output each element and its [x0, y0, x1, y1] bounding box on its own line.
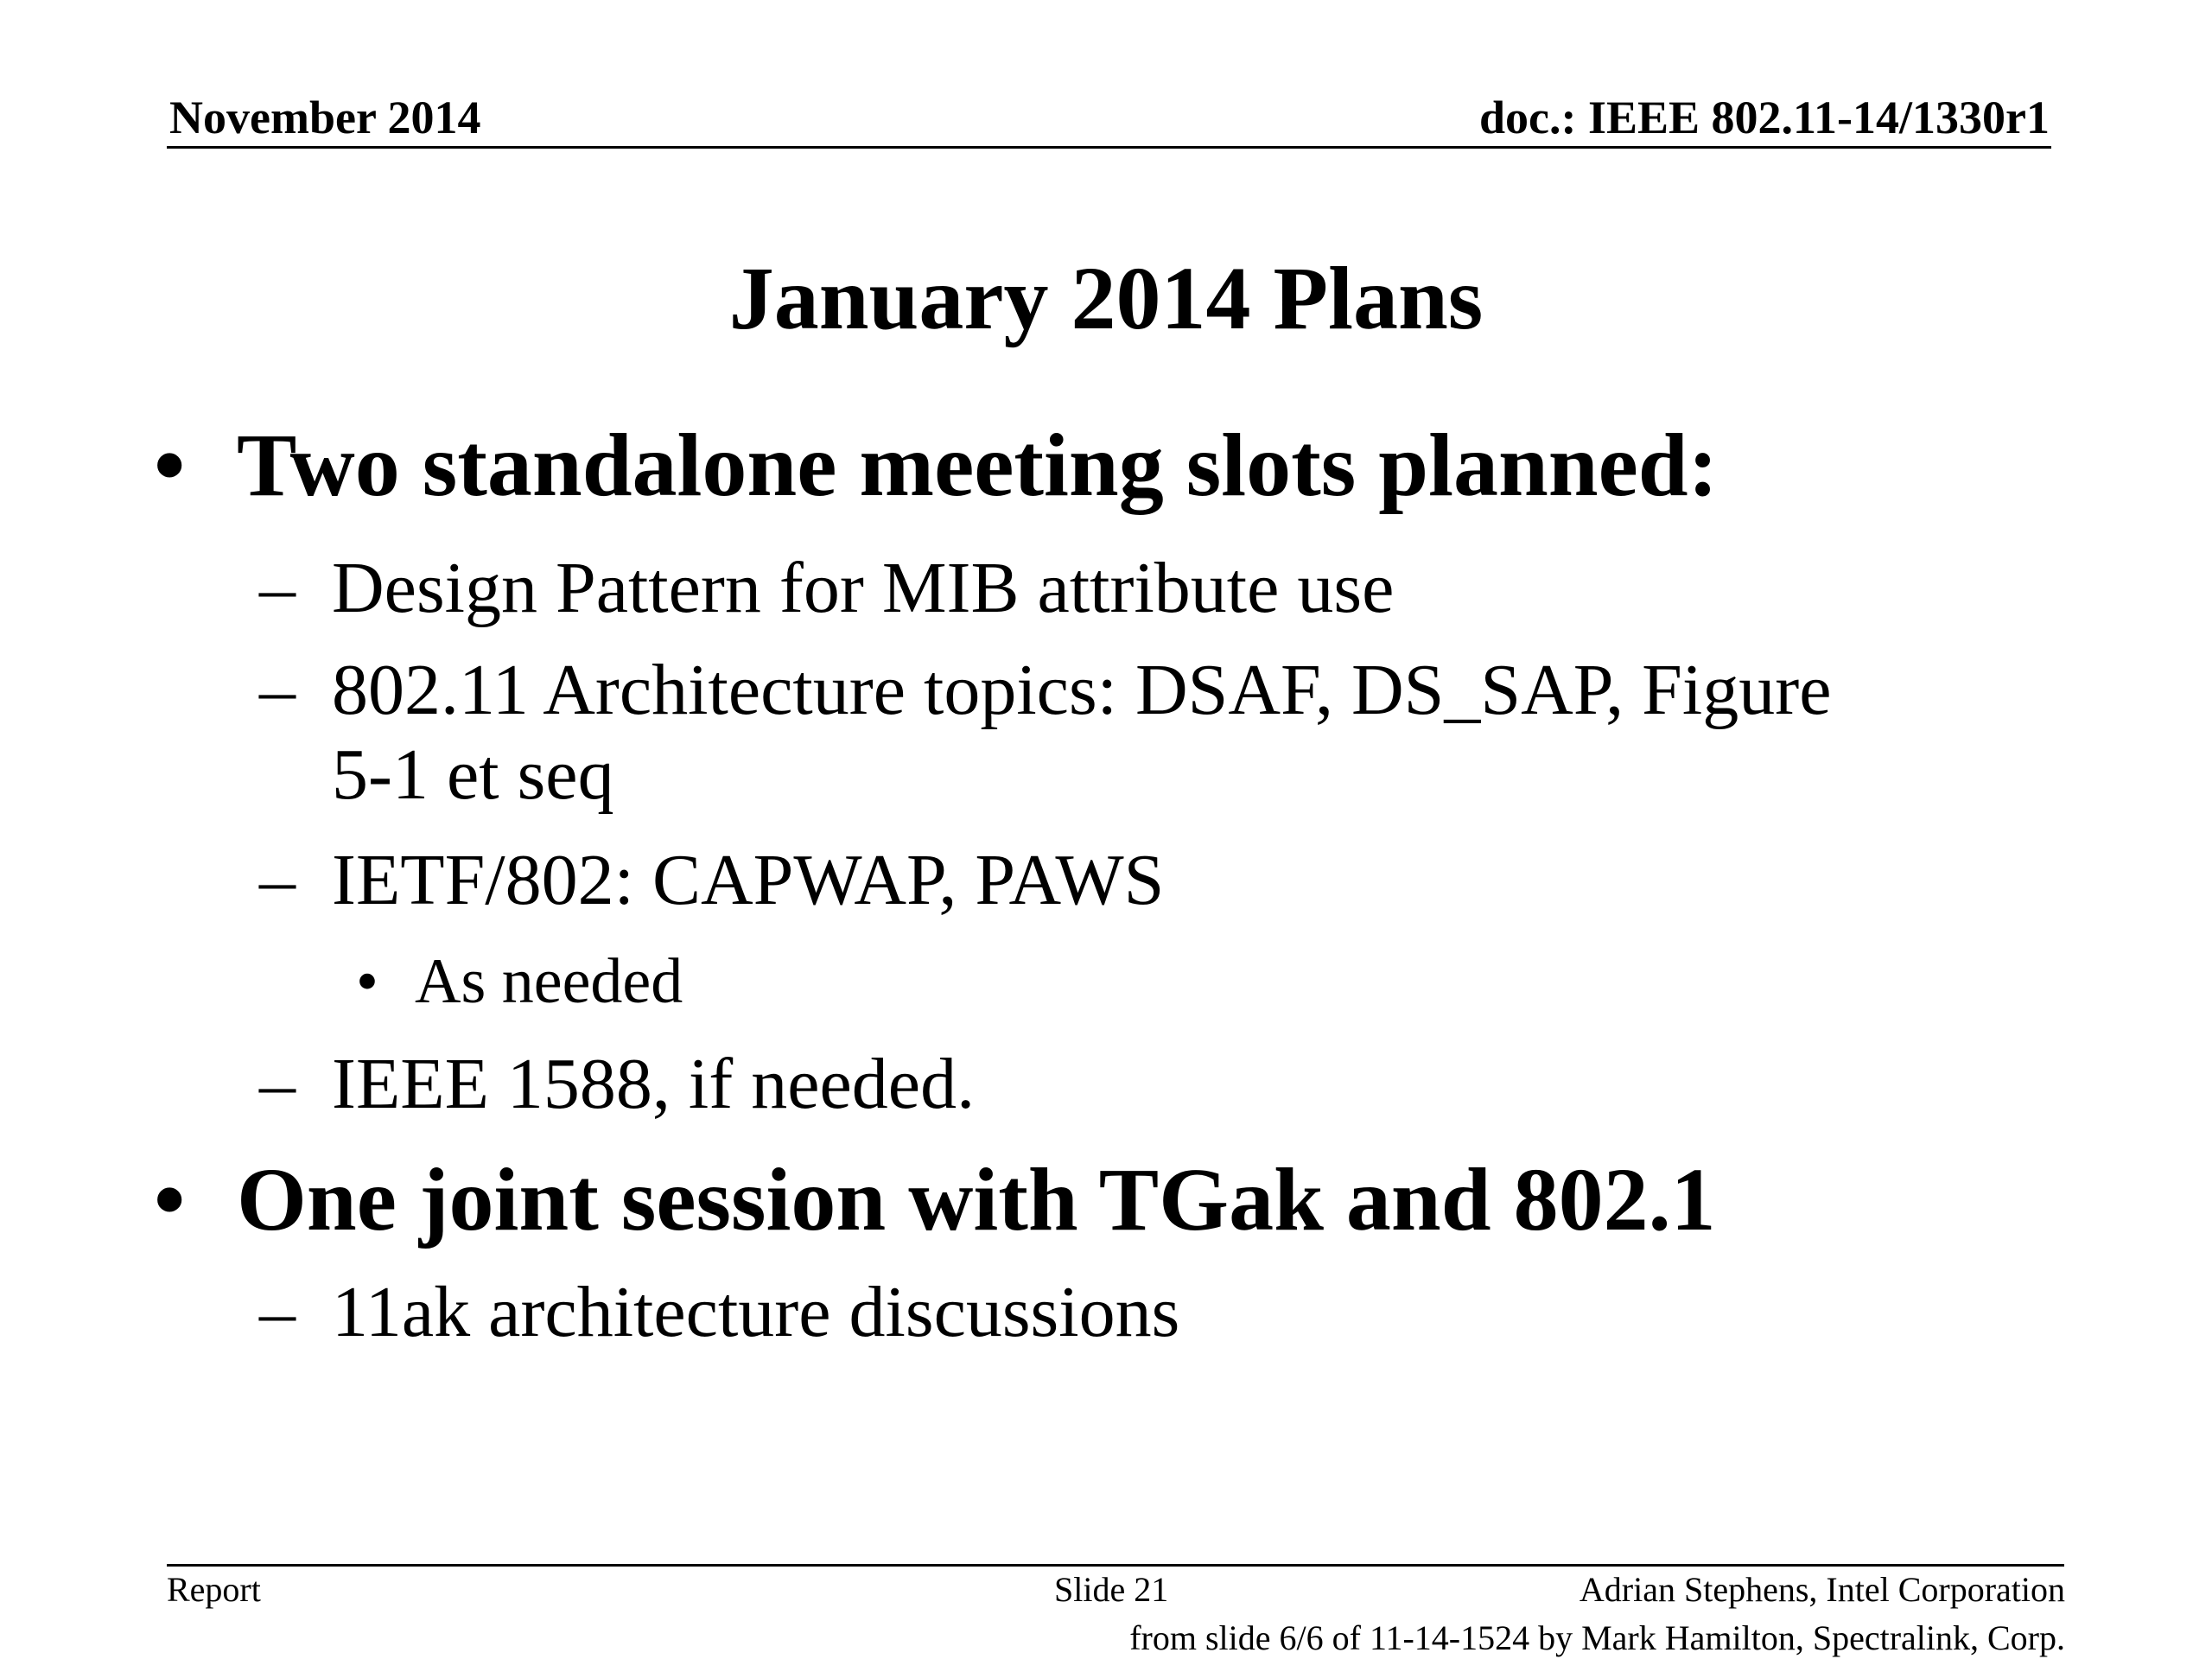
sub-bullet-item	[259, 1270, 1179, 1355]
dash-marker: –	[259, 840, 296, 920]
footer-divider	[167, 1564, 2064, 1567]
footer-label: Report	[167, 1570, 261, 1609]
sub-bullet-text: 802.11 Architecture topics: DSAF, DS_SAP, Figure	[332, 650, 1832, 730]
bullet-marker: •	[154, 416, 186, 515]
dash-marker: –	[259, 1044, 296, 1124]
bullet-marker: •	[356, 946, 378, 1017]
sub-sub-bullet-text: As needed	[415, 946, 683, 1017]
header-doc-id: doc.: IEEE 802.11-14/1330r1	[1478, 92, 2050, 143]
bullet-marker: •	[154, 1150, 186, 1249]
sub-bullet-text: IETF/802: CAPWAP, PAWS	[332, 840, 1165, 920]
sub-bullet-text: 11ak architecture discussions	[332, 1272, 1180, 1352]
header-date: November 2014	[169, 92, 481, 143]
sub-bullet-text: IEEE 1588, if needed.	[332, 1044, 976, 1124]
footer-author: Adrian Stephens, Intel Corporation	[1579, 1570, 2065, 1609]
footer-source-note: from slide 6/6 of 11-14-1524 by Mark Hamilton, Spectralink, Corp.	[1129, 1618, 2065, 1657]
sub-bullet-item	[259, 648, 1832, 817]
bullet-item	[154, 415, 1718, 517]
sub-sub-bullet-item	[356, 944, 683, 1020]
dash-marker: –	[259, 650, 296, 730]
bullet-text: Two standalone meeting slots planned:	[237, 416, 1719, 515]
dash-marker: –	[259, 1272, 296, 1352]
sub-bullet-text: Design Pattern for MIB attribute use	[332, 548, 1395, 628]
slide-title: January 2014 Plans	[728, 249, 1484, 348]
sub-bullet-item	[259, 1042, 975, 1127]
dash-marker: –	[259, 548, 296, 628]
bullet-text: One joint session with TGak and 802.1	[237, 1150, 1716, 1249]
sub-bullet-text-continued: 5-1 et seq	[332, 734, 614, 815]
sub-bullet-item	[259, 838, 1164, 923]
sub-bullet-item	[259, 546, 1394, 631]
header-divider	[167, 146, 2051, 149]
footer-slide-number: Slide 21	[1054, 1570, 1169, 1609]
bullet-item	[154, 1149, 1716, 1251]
